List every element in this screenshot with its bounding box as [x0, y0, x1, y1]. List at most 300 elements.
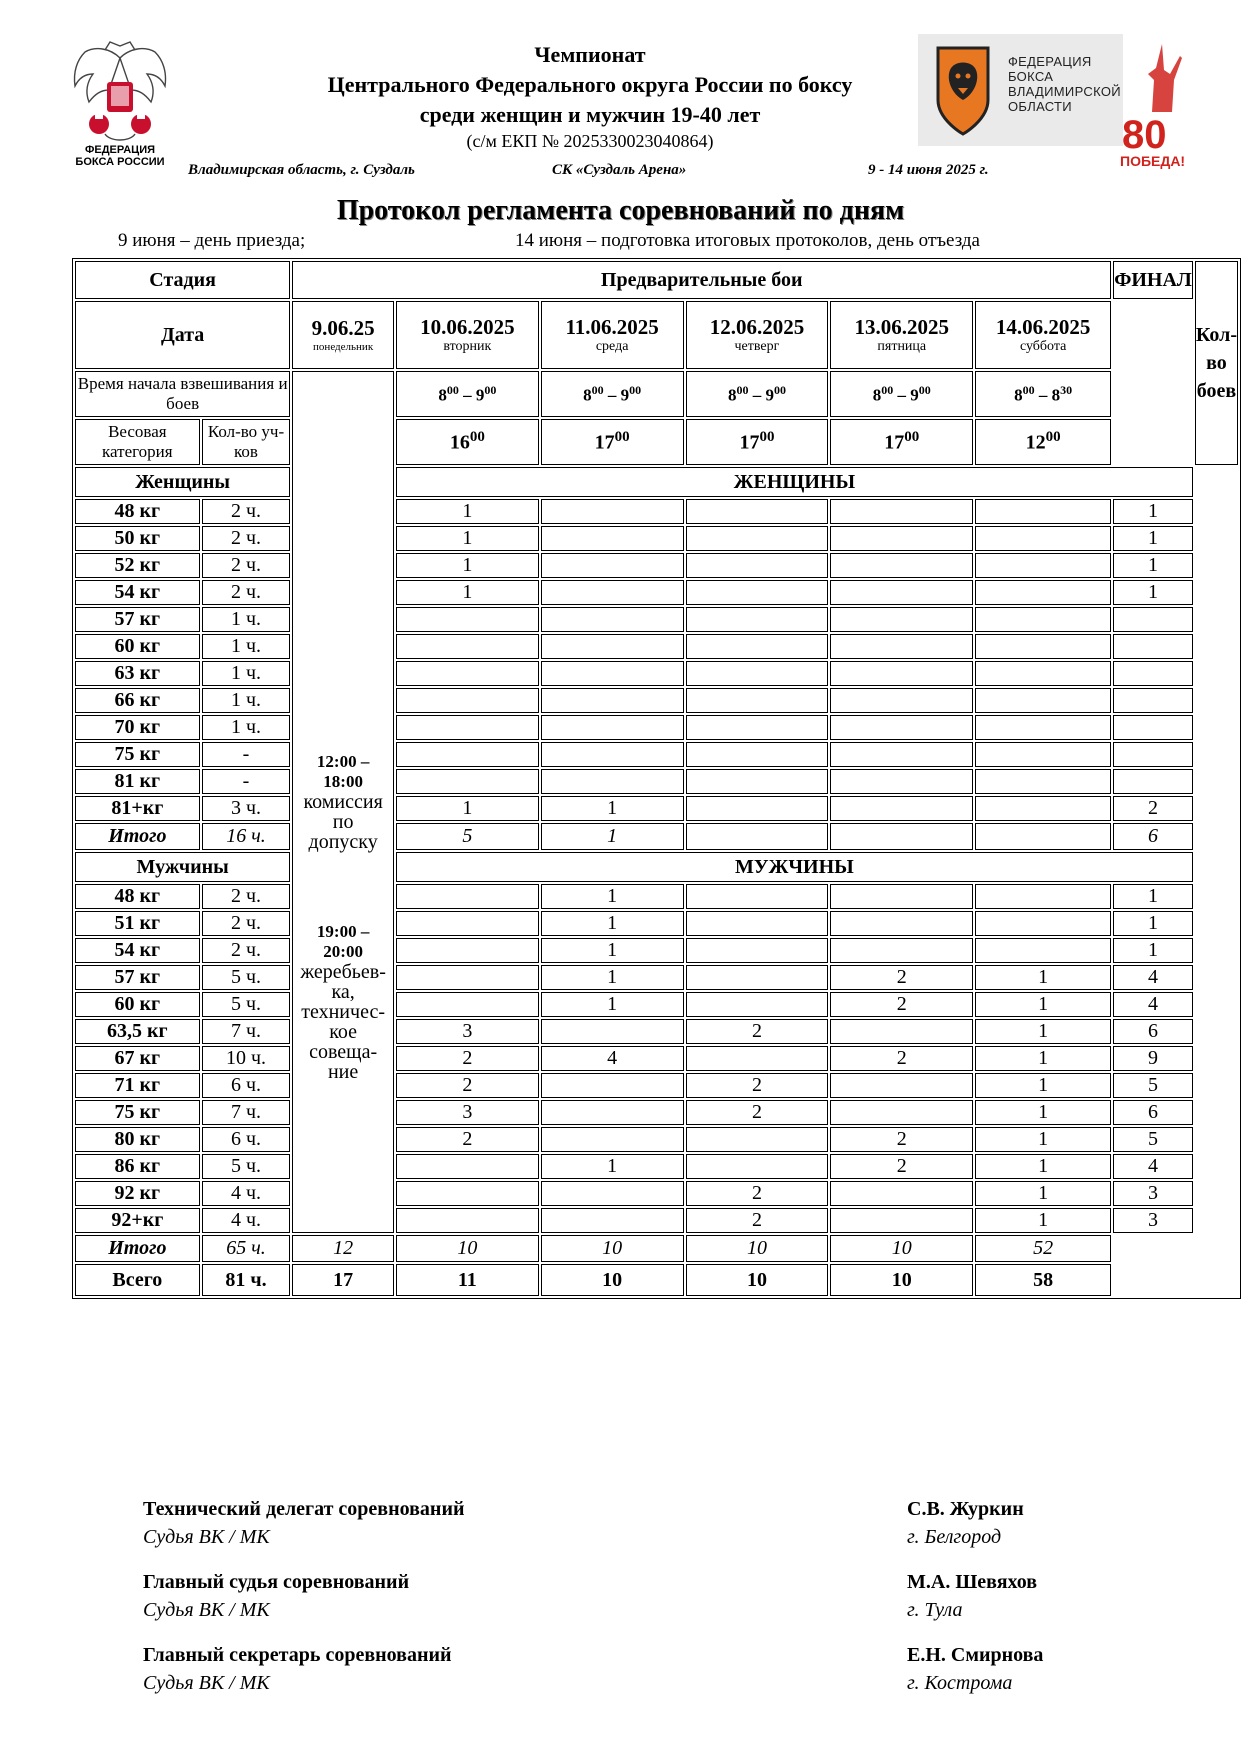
- bouts-per-day: [830, 769, 973, 794]
- signature-rank: Судья ВК / МК: [143, 1672, 270, 1694]
- bouts-per-day: [541, 553, 684, 578]
- date-label: Дата: [75, 301, 290, 369]
- protocol-title: Протокол регламента соревнований по дням: [336, 195, 905, 226]
- bouts-per-day: [975, 742, 1111, 767]
- table-row: [75, 661, 1238, 686]
- table-row: [75, 1127, 1238, 1152]
- bouts-per-day: [975, 911, 1111, 936]
- bouts-per-day: 2: [686, 1100, 829, 1125]
- bouts-per-day: [830, 526, 973, 551]
- bouts-per-day: [830, 1208, 973, 1233]
- bouts-total: 4: [1113, 965, 1193, 990]
- bouts-per-day: 2: [396, 1046, 539, 1071]
- bouts-total: 3: [1113, 1208, 1193, 1233]
- category-label: Весовая категория: [75, 419, 200, 465]
- signature-role-block: [143, 1568, 409, 1624]
- weight-category: 52 кг: [75, 553, 200, 578]
- bouts-total: [1113, 742, 1193, 767]
- bouts-per-day: [686, 884, 829, 909]
- table-row: [75, 1046, 1238, 1071]
- table-row: [75, 742, 1238, 767]
- bouts-per-day: [975, 526, 1111, 551]
- bouts-per-day: 1: [975, 1019, 1111, 1044]
- day-header: [292, 301, 394, 369]
- weight-category: 92+кг: [75, 1208, 200, 1233]
- weight-category: 48 кг: [75, 884, 200, 909]
- bouts-per-day: 10: [396, 1235, 539, 1262]
- participants-count: 5 ч.: [202, 965, 291, 990]
- bouts-per-day: [396, 992, 539, 1017]
- participants-count: 10 ч.: [202, 1046, 291, 1071]
- signature-role-block: [143, 1641, 452, 1697]
- day-weekday: суббота: [1019, 339, 1067, 354]
- bouts-per-day: 1: [396, 499, 539, 524]
- bouts-per-day: 5: [396, 823, 539, 850]
- table-row: [75, 1264, 1238, 1296]
- bouts-per-day: 1: [975, 965, 1111, 990]
- bouts-total: 3: [1113, 1181, 1193, 1206]
- participants-count: 5 ч.: [202, 1154, 291, 1179]
- bouts-per-day: [686, 688, 829, 713]
- day-date: 12.06.2025: [709, 315, 805, 339]
- bouts-per-day: 1: [541, 1154, 684, 1179]
- bouts-per-day: [830, 938, 973, 963]
- day-date: 10.06.2025: [420, 315, 515, 339]
- table-row: [75, 526, 1238, 551]
- day-date: 13.06.2025: [854, 315, 950, 339]
- bouts-total: 4: [1113, 992, 1193, 1017]
- bouts-per-day: [541, 1208, 684, 1233]
- bouts-per-day: [686, 580, 829, 605]
- bouts-per-day: 1: [975, 1208, 1111, 1233]
- draw-text: совеща-: [309, 1041, 378, 1063]
- participants-count: 1 ч.: [202, 634, 291, 659]
- bouts-total: 6: [1113, 823, 1193, 850]
- section-header: ЖЕНЩИНЫ: [396, 467, 1193, 497]
- bouts-per-day: [541, 688, 684, 713]
- bouts-per-day: [830, 661, 973, 686]
- day-date: 14.06.2025: [995, 315, 1091, 339]
- signature-name-block: [907, 1568, 1037, 1624]
- bouts-per-day: 1: [975, 1127, 1111, 1152]
- bouts-per-day: [686, 634, 829, 659]
- bouts-total: 58: [975, 1264, 1111, 1296]
- bouts-per-day: [975, 884, 1111, 909]
- weight-category: 57 кг: [75, 607, 200, 632]
- bouts-per-day: [541, 1019, 684, 1044]
- weight-category: 86 кг: [75, 1154, 200, 1179]
- vladimir-federation-logo: [918, 34, 1123, 146]
- table-row: [75, 1235, 1238, 1262]
- section-label: Женщины: [75, 467, 290, 497]
- bouts-per-day: [830, 911, 973, 936]
- weight-category: 57 кг: [75, 965, 200, 990]
- bouts-per-day: 1: [975, 1046, 1111, 1071]
- day-header: [541, 301, 684, 369]
- final-label: ФИНАЛ: [1113, 261, 1193, 299]
- bouts-per-day: 2: [830, 965, 973, 990]
- table-row: [75, 499, 1238, 524]
- bouts-per-day: [541, 742, 684, 767]
- bouts-per-day: 2: [396, 1073, 539, 1098]
- boxing-federation-russia-logo: [65, 38, 175, 168]
- participants-count: 2 ч.: [202, 580, 291, 605]
- signature-city: г. Тула: [907, 1599, 963, 1621]
- participants-count: -: [202, 769, 291, 794]
- signature-name: С.В. Журкин: [907, 1498, 1024, 1520]
- schedule-table: [72, 258, 1241, 1299]
- bouts-per-day: [686, 526, 829, 551]
- bouts-total: [1113, 688, 1193, 713]
- bouts-total: [1113, 607, 1193, 632]
- bouts-per-day: [396, 742, 539, 767]
- participants-label: Кол-во уч-ков: [202, 419, 291, 465]
- table-row: [75, 634, 1238, 659]
- day-weekday: вторник: [443, 339, 492, 354]
- bouts-per-day: [830, 1181, 973, 1206]
- bouts-per-day: 1: [975, 992, 1111, 1017]
- bouts-total: 6: [1113, 1100, 1193, 1125]
- day-header: [396, 301, 539, 369]
- bouts-per-day: 1: [396, 526, 539, 551]
- bouts-per-day: [396, 938, 539, 963]
- table-row: [75, 965, 1238, 990]
- bouts-per-day: [830, 1073, 973, 1098]
- participants-count: 1 ч.: [202, 607, 291, 632]
- table-row: [75, 607, 1238, 632]
- bouts-per-day: [830, 499, 973, 524]
- start-time: $16^{00}$: [396, 419, 539, 465]
- bouts-total: [1113, 634, 1193, 659]
- ekp-number: (с/м ЕКП № 2025330023040864): [466, 131, 714, 151]
- bouts-per-day: [686, 823, 829, 850]
- commission-text: допуску: [308, 831, 378, 853]
- table-row: [75, 1100, 1238, 1125]
- signature-name-block: [907, 1495, 1024, 1551]
- signature-role: Главный секретарь соревнований: [143, 1644, 452, 1666]
- bouts-per-day: [396, 769, 539, 794]
- table-row: [75, 1154, 1238, 1179]
- bouts-per-day: 2: [686, 1019, 829, 1044]
- weight-category: 50 кг: [75, 526, 200, 551]
- bouts-per-day: [686, 769, 829, 794]
- table-row: [75, 884, 1238, 909]
- weigh-label: Время начала взвешивания и боев: [75, 371, 290, 417]
- bouts-per-day: [830, 607, 973, 632]
- bouts-total: 1: [1113, 499, 1193, 524]
- logo-mid-line: БОКСА: [1008, 69, 1054, 84]
- participants-count: 2 ч.: [202, 884, 291, 909]
- table-row: [75, 911, 1238, 936]
- bouts-per-day: [396, 715, 539, 740]
- logo-mid-line: ОБЛАСТИ: [1008, 99, 1072, 114]
- logo-right-word: ПОБЕДА!: [1120, 153, 1186, 169]
- weight-category: 54 кг: [75, 938, 200, 963]
- draw-text: кое: [329, 1021, 358, 1043]
- bouts-per-day: 1: [975, 1154, 1111, 1179]
- bouts-per-day: [975, 661, 1111, 686]
- participants-count: 1 ч.: [202, 688, 291, 713]
- bouts-per-day: [396, 607, 539, 632]
- signature-city: г. Белгород: [907, 1526, 1002, 1548]
- bouts-per-day: [830, 884, 973, 909]
- weight-category: 70 кг: [75, 715, 200, 740]
- bouts-per-day: [975, 823, 1111, 850]
- bouts-per-day: [975, 553, 1111, 578]
- bouts-per-day: 2: [830, 1127, 973, 1152]
- bouts-per-day: [686, 992, 829, 1017]
- location: Владимирская область, г. Суздаль: [188, 162, 415, 178]
- draw-time-end: 20:00: [323, 942, 363, 961]
- participants-count: 6 ч.: [202, 1073, 291, 1098]
- table-row: [75, 823, 1238, 850]
- day-date: 11.06.2025: [565, 315, 659, 339]
- participants-count: 1 ч.: [202, 715, 291, 740]
- weigh-time: $8^{00} - 9^{00}$: [396, 371, 539, 417]
- bouts-per-day: [830, 715, 973, 740]
- draw-text: техничес-: [301, 1001, 385, 1023]
- bouts-per-day: [686, 965, 829, 990]
- bouts-per-day: [975, 688, 1111, 713]
- bouts-total: 1: [1113, 580, 1193, 605]
- bouts-per-day: 1: [541, 911, 684, 936]
- participants-count: 7 ч.: [202, 1100, 291, 1125]
- bouts-per-day: [975, 607, 1111, 632]
- bouts-per-day: [830, 580, 973, 605]
- bouts-per-day: [830, 553, 973, 578]
- table-row: [75, 1181, 1238, 1206]
- bouts-per-day: [975, 499, 1111, 524]
- weight-category: 67 кг: [75, 1046, 200, 1071]
- bouts-per-day: [975, 715, 1111, 740]
- bouts-per-day: 1: [975, 1181, 1111, 1206]
- bouts-per-day: [686, 553, 829, 578]
- start-time: $12^{00}$: [975, 419, 1111, 465]
- bouts-label: Кол-во боев: [1195, 261, 1238, 465]
- signature-role: Технический делегат соревнований: [143, 1498, 465, 1520]
- bouts-per-day: 1: [541, 992, 684, 1017]
- bouts-per-day: [396, 911, 539, 936]
- bouts-total: 1: [1113, 553, 1193, 578]
- lion-shield-icon: [918, 34, 1008, 146]
- table-row: [75, 1208, 1238, 1233]
- commission-time-start: 12:00 –: [316, 752, 370, 771]
- signature-rank: Судья ВК / МК: [143, 1599, 270, 1621]
- bouts-per-day: [541, 499, 684, 524]
- participants-count: 2 ч.: [202, 911, 291, 936]
- bouts-total: 1: [1113, 526, 1193, 551]
- bouts-per-day: [396, 661, 539, 686]
- participants-count: 4 ч.: [202, 1208, 291, 1233]
- weigh-time: $8^{00} - 8^{30}$: [975, 371, 1111, 417]
- bouts-per-day: [975, 796, 1111, 821]
- commission-text: комиссия: [303, 791, 383, 813]
- bouts-total: 1: [1113, 911, 1193, 936]
- bouts-per-day: [830, 742, 973, 767]
- logo-mid-text: [1008, 54, 1121, 114]
- bouts-per-day: [541, 607, 684, 632]
- weight-category: Всего: [75, 1264, 200, 1296]
- commission-text: по: [332, 811, 354, 833]
- bouts-per-day: 1: [396, 553, 539, 578]
- bouts-total: 9: [1113, 1046, 1193, 1071]
- day-header: [686, 301, 829, 369]
- day-date: 9.06.25: [311, 316, 375, 340]
- weigh-time: $8^{00} - 9^{00}$: [686, 371, 829, 417]
- bouts-per-day: 3: [396, 1019, 539, 1044]
- weight-category: 54 кг: [75, 580, 200, 605]
- bouts-total: [1113, 715, 1193, 740]
- participants-count: 4 ч.: [202, 1181, 291, 1206]
- bouts-per-day: [541, 1100, 684, 1125]
- participants-count: 2 ч.: [202, 499, 291, 524]
- signature-role: Главный судья соревнований: [143, 1571, 410, 1593]
- bouts-per-day: 3: [396, 1100, 539, 1125]
- bouts-per-day: 10: [686, 1235, 829, 1262]
- table-row: [75, 1073, 1238, 1098]
- bouts-total: 1: [1113, 938, 1193, 963]
- weight-category: 60 кг: [75, 634, 200, 659]
- bouts-total: [1113, 661, 1193, 686]
- bouts-per-day: [975, 769, 1111, 794]
- weight-category: 63 кг: [75, 661, 200, 686]
- bouts-total: 5: [1113, 1127, 1193, 1152]
- bouts-per-day: [830, 688, 973, 713]
- stage-label: Стадия: [75, 261, 290, 299]
- bouts-per-day: 12: [292, 1235, 394, 1262]
- bouts-per-day: [830, 1100, 973, 1125]
- bouts-per-day: [975, 580, 1111, 605]
- bouts-per-day: [541, 769, 684, 794]
- bouts-per-day: [396, 688, 539, 713]
- bouts-total: [1113, 769, 1193, 794]
- participants-count: 5 ч.: [202, 992, 291, 1017]
- bouts-total: 5: [1113, 1073, 1193, 1098]
- day-weekday: четверг: [734, 339, 780, 354]
- weight-category: Итого: [75, 823, 200, 850]
- bouts-per-day: [396, 1181, 539, 1206]
- bouts-per-day: [686, 1046, 829, 1071]
- bouts-per-day: [541, 715, 684, 740]
- bouts-total: 1: [1113, 884, 1193, 909]
- draw-text: ка,: [331, 981, 355, 1003]
- bouts-per-day: [686, 499, 829, 524]
- bouts-per-day: [541, 580, 684, 605]
- bouts-per-day: [541, 634, 684, 659]
- double-eagle-icon: [65, 38, 175, 150]
- bouts-per-day: [975, 938, 1111, 963]
- bouts-per-day: [975, 634, 1111, 659]
- bouts-per-day: [541, 526, 684, 551]
- table-row: [75, 688, 1238, 713]
- bouts-per-day: [396, 634, 539, 659]
- prelim-label: Предварительные бои: [292, 261, 1111, 299]
- logo-right-number: 80: [1122, 113, 1167, 157]
- bouts-per-day: 2: [686, 1208, 829, 1233]
- motherland-statue-icon: [1118, 40, 1200, 170]
- bouts-per-day: [686, 1127, 829, 1152]
- logo-mid-line: ВЛАДИМИРСКОЙ: [1008, 84, 1121, 99]
- weight-category: 66 кг: [75, 688, 200, 713]
- arrival-note: 9 июня – день приезда;: [118, 230, 306, 251]
- bouts-per-day: 2: [830, 992, 973, 1017]
- bouts-per-day: 1: [541, 938, 684, 963]
- logo-mid-line: ФЕДЕРАЦИЯ: [1008, 54, 1092, 69]
- section-label: Мужчины: [75, 852, 290, 882]
- participants-count: 81 ч.: [202, 1264, 291, 1296]
- bouts-per-day: 1: [541, 823, 684, 850]
- table-row: [75, 715, 1238, 740]
- championship-title: [190, 40, 990, 152]
- bouts-per-day: [686, 661, 829, 686]
- signature-name: Е.Н. Смирнова: [907, 1644, 1044, 1666]
- participants-count: 2 ч.: [202, 553, 291, 578]
- draw-text: ние: [327, 1061, 359, 1083]
- bouts-per-day: [686, 607, 829, 632]
- bouts-per-day: 2: [830, 1046, 973, 1071]
- weight-category: 81+кг: [75, 796, 200, 821]
- bouts-per-day: 17: [292, 1264, 394, 1296]
- bouts-per-day: [686, 742, 829, 767]
- bouts-per-day: 4: [541, 1046, 684, 1071]
- weigh-time: $8^{00} - 9^{00}$: [541, 371, 684, 417]
- weight-category: Итого: [75, 1235, 200, 1262]
- signature-rank: Судья ВК / МК: [143, 1526, 270, 1548]
- start-time: $17^{00}$: [830, 419, 973, 465]
- table-row: [75, 938, 1238, 963]
- bouts-per-day: [541, 1073, 684, 1098]
- departure-note: 14 июня – подготовка итоговых протоколов, день отъезда: [515, 230, 980, 251]
- bouts-per-day: 11: [396, 1264, 539, 1296]
- section-header: МУЖЧИНЫ: [396, 852, 1193, 882]
- venue: СК «Суздаль Арена»: [552, 162, 687, 178]
- weight-category: 92 кг: [75, 1181, 200, 1206]
- title-line-1: Чемпионат: [534, 42, 646, 67]
- table-row: [75, 580, 1238, 605]
- draw-time-start: 19:00 –: [316, 922, 370, 941]
- bouts-per-day: [830, 634, 973, 659]
- bouts-per-day: 1: [396, 580, 539, 605]
- bouts-per-day: [830, 1019, 973, 1044]
- bouts-per-day: 10: [686, 1264, 829, 1296]
- bouts-total: 4: [1113, 1154, 1193, 1179]
- bouts-per-day: 1: [541, 884, 684, 909]
- weight-category: 75 кг: [75, 742, 200, 767]
- victory-80-logo: [1118, 40, 1200, 170]
- table-row: [75, 992, 1238, 1017]
- participants-count: 65 ч.: [202, 1235, 291, 1262]
- bouts-per-day: [830, 823, 973, 850]
- bouts-per-day: 2: [830, 1154, 973, 1179]
- bouts-per-day: [396, 884, 539, 909]
- participants-count: 7 ч.: [202, 1019, 291, 1044]
- day-weekday: понедельник: [313, 341, 374, 353]
- bouts-per-day: [541, 1181, 684, 1206]
- bouts-per-day: 2: [686, 1073, 829, 1098]
- bouts-per-day: 1: [541, 965, 684, 990]
- participants-count: 2 ч.: [202, 526, 291, 551]
- day-header: [830, 301, 973, 369]
- table-row: [75, 553, 1238, 578]
- logo-left-caption: ФЕДЕРАЦИЯ БОКСА РОССИИ: [75, 144, 165, 168]
- signature-city: г. Кострома: [907, 1672, 1013, 1694]
- title-line-3: среди женщин и мужчин 19-40 лет: [419, 102, 761, 127]
- day-weekday: пятница: [877, 339, 927, 354]
- bouts-total: 52: [975, 1235, 1111, 1262]
- day-weekday: среда: [595, 339, 629, 354]
- bouts-per-day: [686, 911, 829, 936]
- bouts-per-day: 1: [396, 796, 539, 821]
